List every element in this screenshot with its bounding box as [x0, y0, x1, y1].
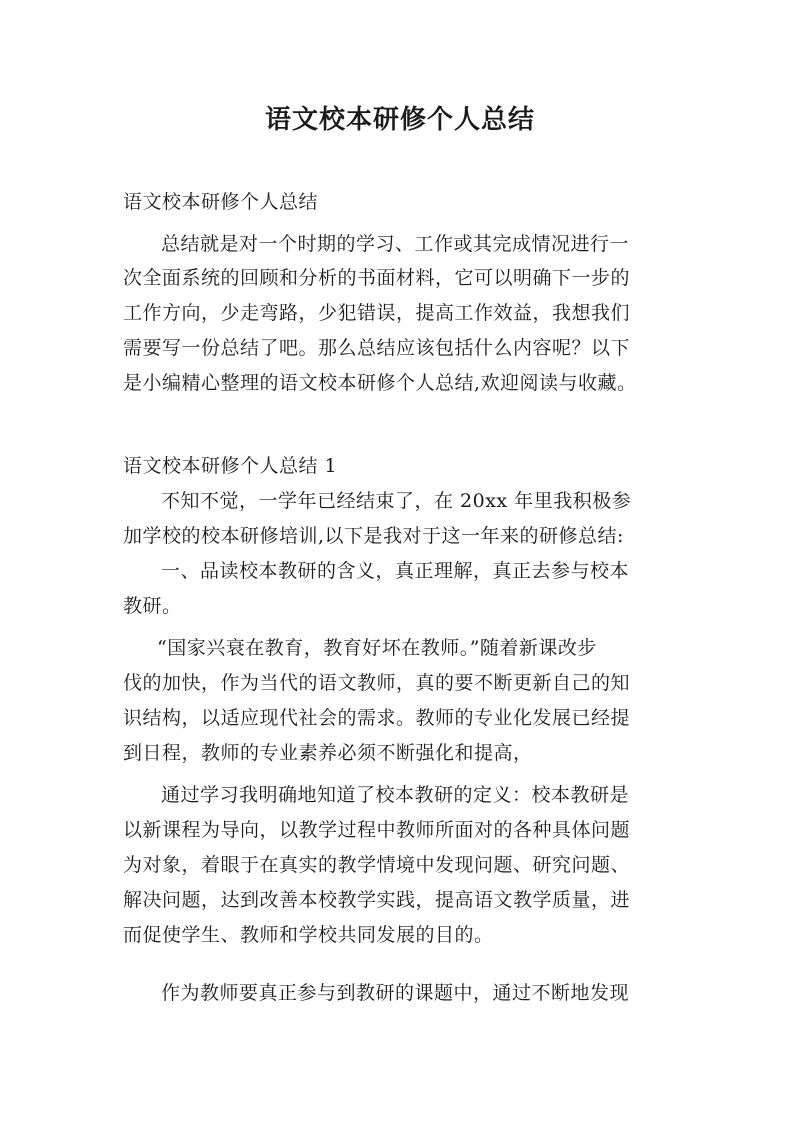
paragraph-line: 加学校的校本研修培训,以下是我对于这一年来的研修总结: [123, 525, 624, 547]
paragraph-line: 教研。 [123, 595, 182, 617]
paragraph-line: 是小编精心整理的语文校本研修个人总结,欢迎阅读与收藏。 [123, 372, 637, 394]
paragraph-line: 需要写一份总结了吧。那么总结应该包括什么内容呢？以下 [123, 337, 631, 359]
paragraph-line: 而促使学生、教师和学校共同发展的目的。 [123, 924, 494, 946]
paragraph-line: 总结就是对一个时期的学习、工作或其完成情况进行一 [161, 233, 630, 255]
paragraph-line: 以新课程为导向，以教学过程中教师所面对的各种具体问题 [123, 819, 631, 841]
paragraph-line: 到日程，教师的专业素养必须不断强化和提高， [123, 742, 533, 764]
paragraph-line: 识结构，以适应现代社会的需求。教师的专业化发展已经提 [123, 707, 631, 729]
paragraph-line: 作为教师要真正参与到教研的课题中，通过不断地发现 [161, 982, 630, 1004]
section-heading: 语文校本研修个人总结 1 [123, 455, 338, 477]
paragraph-line: 解决问题，达到改善本校教学实践，提高语文教学质量，进 [123, 889, 631, 911]
paragraph-line: 通过学习我明确地知道了校本教研的定义：校本教研是 [161, 784, 630, 806]
paragraph-line: 为对象，着眼于在真实的教学情境中发现问题、研究问题、 [123, 854, 631, 876]
paragraph-line: 不知不觉，一学年已经结束了，在 20xx 年里我积极参 [161, 490, 632, 512]
paragraph-line: “国家兴衰在教育，教育好坏在教师。”随着新课改步 [157, 637, 597, 659]
paragraph-line: 次全面系统的回顾和分析的书面材料，它可以明确下一步的 [123, 267, 631, 289]
paragraph-line: 伐的加快，作为当代的语文教师，真的要不断更新自己的知 [123, 672, 631, 694]
section-heading: 语文校本研修个人总结 [123, 191, 319, 213]
paragraph-line: 工作方向，少走弯路，少犯错误，提高工作效益，我想我们 [123, 302, 631, 324]
paragraph-line: 一、品读校本教研的含义，真正理解，真正去参与校本 [161, 560, 630, 582]
document-title: 语文校本研修个人总结 [264, 105, 535, 135]
